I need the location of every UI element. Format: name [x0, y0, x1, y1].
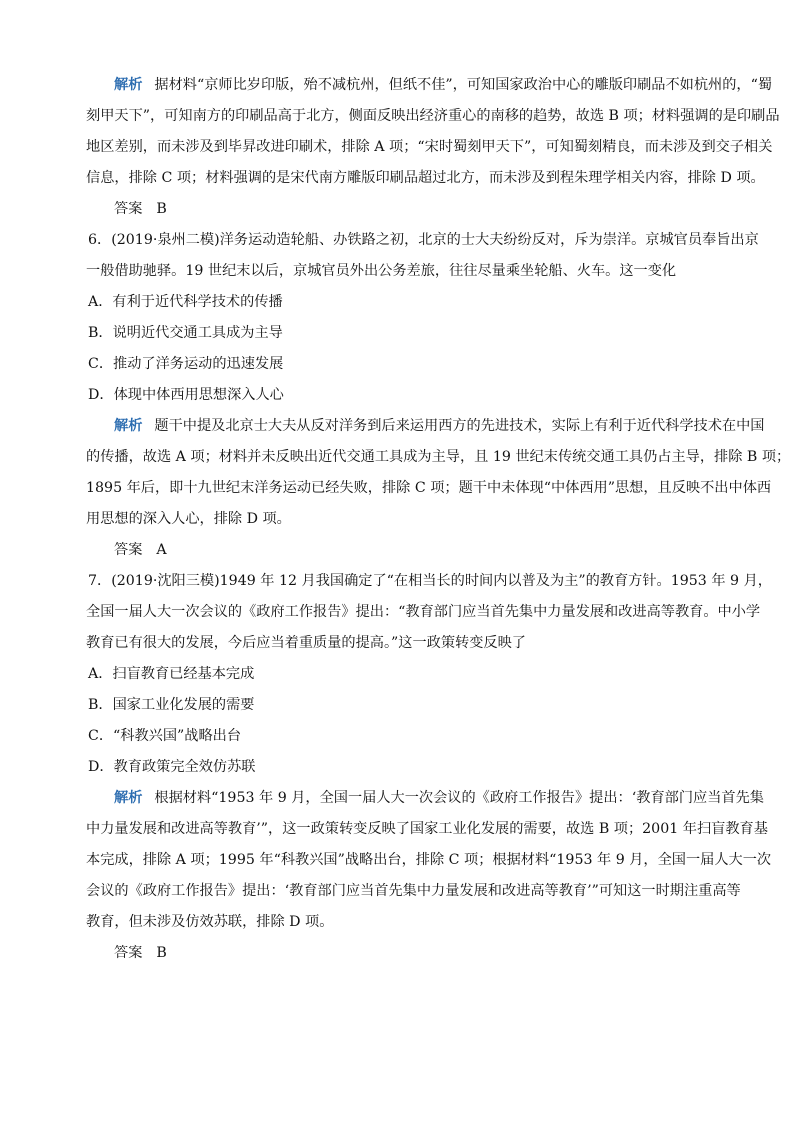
q6-answer-label: 答案 — [114, 542, 143, 558]
q6-analysis-line-1 — [86, 411, 765, 442]
q6-analysis-line-2: 的传播，故选 A 项；材料并未反映出近代交通工具成为主导，且 19 世纪末传统交通工具仍占主导，排除 B 项； — [86, 449, 791, 465]
q5-analysis-line-2: 刻甲天下”，可知南方的印刷品高于北方，侧面反映出经济重心的南移的趋势，故选 B 项；材料强调的是印刷品 — [86, 108, 780, 124]
q6-answer-value: A — [156, 542, 167, 558]
q7-option-b: B．国家工业化发展的需要 — [88, 697, 255, 713]
q6-option-c: C．推动了洋务运动的迅速发展 — [88, 356, 284, 372]
q5-answer-label: 答案 — [114, 201, 143, 217]
q6-analysis-label: 解析 — [114, 418, 143, 434]
q7-answer — [86, 938, 710, 969]
q6-answer — [86, 535, 710, 566]
q6-option-d: D．体现中体西用思想深入人心 — [88, 387, 284, 403]
q6-analysis-line-3: 1895 年后，即十九世纪末洋务运动已经失败，排除 C 项；题干中未体现“中体西用”思想，且反映不出中体西 — [86, 480, 772, 496]
q7-analysis-line-4: 会议的《政府工作报告》提出：‘教育部门应当首先集中力量发展和改进高等教育’”可知这一时期注重高等 — [86, 883, 741, 899]
q6-option-b: B．说明近代交通工具成为主导 — [88, 325, 283, 341]
q7-analysis-text-1: 根据材料“1953 年 9 月，全国一届人大一次会议的《政府工作报告》提出：‘教育部门应当首先集 — [154, 790, 764, 806]
q7-answer-label: 答案 — [114, 945, 143, 961]
q5-answer-value: B — [156, 201, 167, 217]
q6-option-a: A．有利于近代科学技术的传播 — [88, 294, 283, 310]
q5-analysis-line-3: 地区差别，而未涉及到毕昇改进印刷术，排除 A 项；“宋时蜀刻甲天下”，可知蜀刻精良，而未涉及到交子相关 — [86, 139, 773, 155]
q7-stem-line-2: 全国一届人大一次会议的《政府工作报告》提出：“教育部门应当首先集中力量发展和改进高等教育。中小学 — [86, 604, 761, 620]
q7-analysis-line-3: 本完成，排除 A 项；1995 年“科教兴国”战略出台，排除 C 项；根据材料“1953 年 9 月，全国一届人大一次 — [86, 852, 772, 868]
q7-answer-value: B — [156, 945, 167, 961]
q7-option-c: C．“科教兴国”战略出台 — [88, 728, 242, 744]
q7-analysis-label: 解析 — [114, 790, 143, 806]
q6-analysis-line-4: 用思想的深入人心，排除 D 项。 — [86, 511, 291, 527]
q5-analysis-line-1 — [86, 70, 773, 101]
q5-answer — [86, 194, 710, 225]
document-page — [86, 70, 791, 969]
q5-analysis-label: 解析 — [114, 77, 143, 93]
q7-analysis-line-5: 教育，但未涉及仿效苏联，排除 D 项。 — [86, 914, 334, 930]
q6-stem-line-1: 6．(2019·泉州二模)洋务运动造轮船、办铁路之初，北京的士大夫纷纷反对，斥为崇洋。京城官员奉旨出京 — [88, 232, 759, 248]
q5-analysis-text-1: 据材料“京师比岁印版，殆不减杭州，但纸不佳”，可知国家政治中心的雕版印刷品不如杭州的，“蜀 — [154, 77, 773, 93]
q5-analysis-line-4: 信息，排除 C 项；材料强调的是宋代南方雕版印刷品超过北方，而未涉及到程朱理学相关内容，排除 D 项。 — [86, 170, 765, 186]
q6-stem-line-2: 一般借助驰驿。19 世纪末以后，京城官员外出公务差旅，往往尽量乘坐轮船、火车。这一变化 — [86, 263, 677, 279]
q7-analysis-line-1 — [86, 783, 764, 814]
q7-option-d: D．教育政策完全效仿苏联 — [88, 759, 256, 775]
q7-option-a: A．扫盲教育已经基本完成 — [88, 666, 255, 682]
q7-stem-line-1: 7．(2019·沈阳三模)1949 年 12 月我国确定了“在相当长的时间内以普及为主”的教育方针。1953 年 9 月， — [88, 573, 772, 589]
q7-analysis-line-2: 中力量发展和改进高等教育’”，这一政策转变反映了国家工业化发展的需要，故选 B 项；2001 年扫盲教育基 — [86, 821, 768, 837]
q6-analysis-text-1: 题干中提及北京士大夫从反对洋务到后来运用西方的先进技术，实际上有利于近代科学技术在中国 — [154, 418, 765, 434]
q7-stem-line-3: 教育已有很大的发展，今后应当着重质量的提高。”这一政策转变反映了 — [86, 635, 526, 651]
